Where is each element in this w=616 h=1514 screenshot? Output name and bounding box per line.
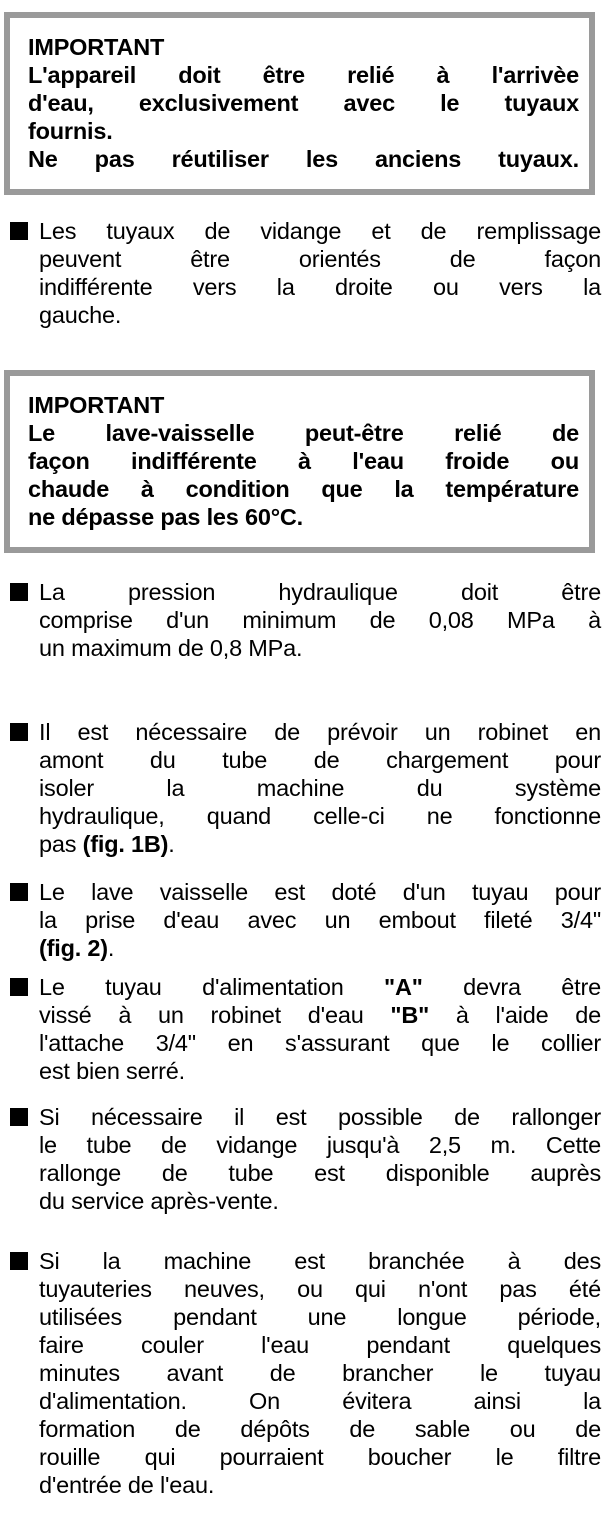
text-line [39,1057,601,1085]
text-segment: Si la machine est branchée à des [39,1248,601,1274]
text-line [39,1415,601,1443]
text-segment: d'alimentation. On évitera ainsi la [39,1388,601,1414]
bullet-text [39,878,601,962]
text-line [28,503,579,531]
text-segment: ne dépasse pas les 60°C. [28,504,303,530]
bullet-water-pressure [10,578,601,662]
text-line [39,1303,601,1331]
text-segment: amont du tube de chargement pour [39,747,601,773]
bullet-upstream-tap [10,718,601,858]
bullet-supply-hose-a-b [10,973,601,1085]
text-line [39,1359,601,1387]
text-line [39,1029,601,1057]
text-segment: un maximum de 0,8 MPa. [39,635,303,661]
text-segment: peuvent être orientés de façon [39,246,601,272]
text-line [39,1471,601,1499]
text-segment: fournis. [28,118,113,144]
square-bullet-icon [10,222,28,240]
text-segment: chaude à condition que la température [28,476,579,502]
text-line [28,419,579,447]
square-bullet-icon [10,1252,28,1270]
text-segment: indifférente vers la droite ou vers la [39,274,601,300]
text-line [28,475,579,503]
text-line [39,1443,601,1471]
bullet-text [39,718,601,858]
square-bullet-icon [10,883,28,901]
text-segment: vissé à un robinet d'eau [39,1002,391,1028]
text-segment: hydraulique, quand celle-ci ne fonctionne [39,803,601,829]
text-segment: tuyauteries neuves, ou qui n'ont pas été [39,1276,601,1302]
text-line [39,1103,601,1131]
text-segment: pas [39,831,83,857]
text-segment: faire couler l'eau pendant quelques [39,1332,601,1358]
text-segment: est bien serré. [39,1058,185,1084]
text-segment: le tube de vidange jusqu'à 2,5 m. Cette [39,1132,601,1158]
text-line [39,1247,601,1275]
important-box-water-hoses [4,12,595,195]
text-segment: devra être [422,974,601,1000]
bullet-text [39,1103,601,1215]
text-line [39,1159,601,1187]
text-line [39,906,601,934]
text-line [28,61,579,89]
text-line [28,447,579,475]
bold-text-segment: "B" [390,1002,430,1028]
bold-text-segment: (fig. 1B) [82,831,169,857]
important-box-title: IMPORTANT [28,392,165,418]
text-segment: comprise d'un minimum de 0,08 MPa à [39,607,601,633]
text-line [39,1331,601,1359]
text-line [39,830,601,858]
text-segment: . [107,935,115,961]
text-line [28,145,579,173]
bullet-text [39,1247,601,1499]
bold-text-segment: "A" [384,974,423,1000]
bullet-threaded-fitting [10,878,601,962]
text-line [39,973,601,1001]
text-segment: à l'aide de [429,1002,601,1028]
text-segment: gauche. [39,302,122,328]
bullet-new-pipes-flush [10,1247,601,1499]
text-segment: L'appareil doit être relié à l'arrivèe [28,62,579,88]
important-box-title: IMPORTANT [28,34,165,60]
text-segment: la prise d'eau avec un embout fileté 3/4" [39,907,601,933]
square-bullet-icon [10,583,28,601]
text-segment: utilisées pendant une longue période, [39,1304,601,1330]
important-box-water-temperature [4,370,595,553]
text-segment: d'entrée de l'eau. [39,1472,215,1498]
text-line [28,89,579,117]
text-segment: façon indifférente à l'eau froide ou [28,448,579,474]
text-line [39,1187,601,1215]
text-line [39,245,601,273]
text-segment: Le lave-vaisselle peut-être relié de [28,420,579,446]
text-line [39,774,601,802]
text-segment: du service après-vente. [39,1188,279,1214]
bullet-text [39,973,601,1085]
text-line [39,1001,601,1029]
bullet-text [39,578,601,662]
text-segment: rouille qui pourraient boucher le filtre [39,1444,601,1470]
text-segment: rallonge de tube est disponible auprès [39,1160,601,1186]
text-line [39,606,601,634]
important-box-body [28,419,579,531]
text-line [28,117,579,145]
square-bullet-icon [10,978,28,996]
text-line [39,934,601,962]
text-line [39,718,601,746]
text-segment: l'attache 3/4" en s'assurant que le collier [39,1030,601,1056]
text-line [39,634,601,662]
text-segment: Il est nécessaire de prévoir un robinet en [39,719,601,745]
text-segment: Ne pas réutiliser les anciens tuyaux. [28,146,579,172]
text-segment: isoler la machine du système [39,775,601,801]
bullet-text [39,217,601,329]
text-segment: . [168,831,175,857]
text-line [39,1275,601,1303]
bold-text-segment: (fig. 2) [39,935,108,961]
text-segment: minutes avant de brancher le tuyau [39,1360,601,1386]
important-box-body [28,61,579,173]
text-segment: Le tuyau d'alimentation [39,974,384,1000]
bullet-hose-orientation [10,217,601,329]
text-line [39,217,601,245]
text-line [39,301,601,329]
text-line [39,273,601,301]
bullet-drain-extension [10,1103,601,1215]
text-segment: formation de dépôts de sable ou de [39,1416,601,1442]
text-segment: Si nécessaire il est possible de rallonger [39,1104,601,1130]
text-line [39,746,601,774]
text-line [39,1131,601,1159]
text-line [39,802,601,830]
text-segment: La pression hydraulique doit être [39,579,601,605]
square-bullet-icon [10,1108,28,1126]
text-segment: Le lave vaisselle est doté d'un tuyau pour [39,879,601,905]
text-line [39,578,601,606]
text-line [39,878,601,906]
text-line [39,1387,601,1415]
square-bullet-icon [10,723,28,741]
text-segment: Les tuyaux de vidange et de remplissage [39,218,601,244]
text-segment: d'eau, exclusivement avec le tuyaux [28,90,579,116]
